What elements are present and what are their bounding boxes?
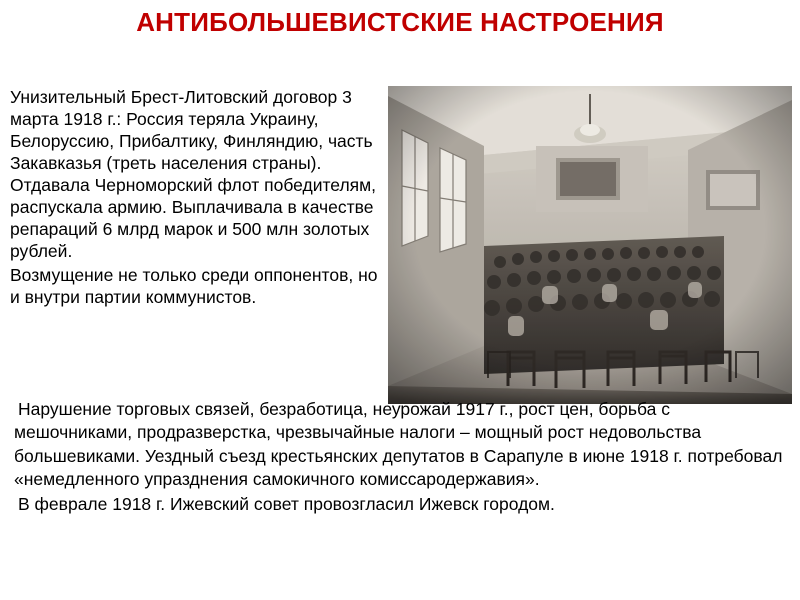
bottom-text-block [14, 398, 792, 517]
bottom-paragraph-1: Нарушение торговых связей, безработица, неурожай 1917 г., рост цен, борьба с мешочниками, продразверстка, чрезвычайные налоги – мощный рост недовольства большевиками. Уездный съезд крестьянских депутатов в Сарапуле в июне 1918 г. потребовал «немедленного упразднения самокичного комиссародержавия». [14, 399, 783, 490]
assembly-hall-photo [388, 86, 792, 404]
left-text-column [10, 86, 382, 310]
left-paragraph-2: Возмущение не только среди оппонентов, но и внутри партии коммунистов. [10, 265, 378, 308]
bottom-paragraph-2: В феврале 1918 г. Ижевский совет провозгласил Ижевск городом. [18, 493, 555, 514]
page-title: АНТИБОЛЬШЕВИСТСКИЕ НАСТРОЕНИЯ [136, 7, 664, 37]
left-paragraph-1: Унизительный Брест-Литовский договор 3 марта 1918 г.: Россия теряла Украину, Белоруссию, Прибалтику, Финляндию, часть Закавказья (треть населения страны). Отдавала Черноморский флот победителям, распускала армию. Выплачивала в качестве репараций 6 млрд марок и 500 млн золотых рублей. [10, 87, 377, 262]
